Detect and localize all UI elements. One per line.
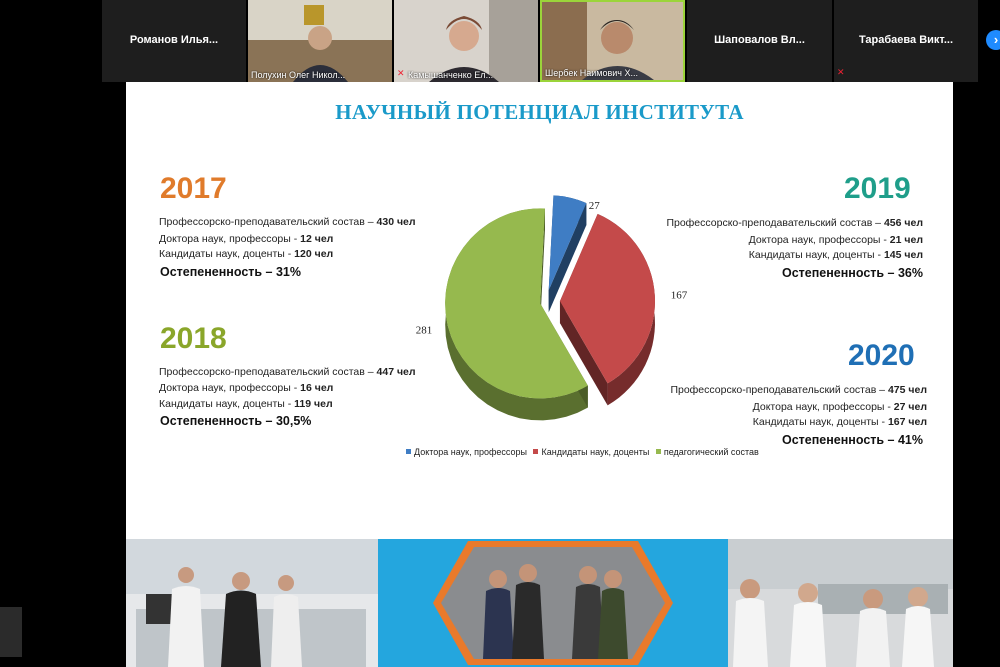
degree-2018: Остепененность – 30,5% xyxy=(160,414,312,428)
participant-video-tile[interactable] xyxy=(248,0,392,82)
participant-caption: Шербек Наимович Х... xyxy=(545,68,638,78)
legend-swatch xyxy=(656,449,661,454)
stat-staff-2019: Профессорско-преподавательский состав – 456 чел xyxy=(666,217,923,229)
pie-data-label: 167 xyxy=(670,289,688,302)
side-panel-button[interactable] xyxy=(0,607,22,657)
stat-candidates-2019: Кандидаты наук, доценты - 145 чел xyxy=(748,249,923,261)
legend-label: Кандидаты наук, доценты xyxy=(541,447,650,457)
lab-students-photo xyxy=(728,539,953,667)
chart-legend xyxy=(406,447,759,457)
participant-tile[interactable] xyxy=(687,0,832,82)
participant-tile[interactable] xyxy=(834,0,978,82)
stat-staff-2017: Профессорско-преподавательский состав – 430 чел xyxy=(159,216,416,228)
degree-2017: Остепененность – 31% xyxy=(160,265,301,279)
legend-label: Доктора наук, профессоры xyxy=(414,447,527,457)
year-2020: 2020 xyxy=(848,339,915,372)
participant-caption: Камышанченко Ел... xyxy=(408,70,494,80)
participant-name: Шаповалов Вл... xyxy=(714,34,805,46)
lab-photo xyxy=(126,539,378,667)
year-2018: 2018 xyxy=(160,322,227,355)
shared-slide xyxy=(126,82,953,667)
stat-doctors-2020: Доктора наук, профессоры - 27 чел xyxy=(752,401,927,413)
degree-2019: Остепененность – 36% xyxy=(782,266,923,280)
legend-label: педагогический состав xyxy=(663,447,759,457)
muted-mic-icon: ✕ xyxy=(397,68,405,78)
pie-chart xyxy=(396,192,696,432)
participant-name: Романов Илья... xyxy=(129,34,219,46)
stat-staff-2018: Профессорско-преподавательский состав – 447 чел xyxy=(159,366,416,378)
stat-candidates-2018: Кандидаты наук, доценты - 119 чел xyxy=(159,398,333,410)
degree-2020: Остепененность – 41% xyxy=(782,433,923,447)
participant-tile[interactable] xyxy=(102,0,246,82)
stat-doctors-2017: Доктора наук, профессоры - 12 чел xyxy=(159,233,334,245)
photo-strip xyxy=(126,539,953,667)
stat-candidates-2020: Кандидаты наук, доценты - 167 чел xyxy=(752,416,927,428)
participant-video-tile-active[interactable] xyxy=(540,0,685,82)
legend-swatch xyxy=(406,449,411,454)
pie-data-label: 27 xyxy=(588,200,600,212)
slide-title: НАУЧНЫЙ ПОТЕНЦИАЛ ИНСТИТУТА xyxy=(335,100,744,124)
next-participants-button[interactable]: › xyxy=(986,30,1000,50)
stat-doctors-2019: Доктора наук, профессоры - 21 чел xyxy=(748,234,923,246)
muted-mic-icon: ✕ xyxy=(837,67,845,77)
participant-name: Тарабаева Викт... xyxy=(858,34,954,46)
participant-video-tile[interactable] xyxy=(394,0,538,82)
exhibition-photo xyxy=(378,539,728,667)
year-2017: 2017 xyxy=(160,172,227,205)
pie-data-label: 281 xyxy=(415,324,433,337)
participants-strip xyxy=(0,0,1000,82)
stat-candidates-2017: Кандидаты наук, доценты - 120 чел xyxy=(159,248,334,260)
stat-doctors-2018: Доктора наук, профессоры - 16 чел xyxy=(159,382,334,394)
stat-staff-2020: Профессорско-преподавательский состав – 475 чел xyxy=(670,384,927,396)
legend-swatch xyxy=(533,449,538,454)
year-2019: 2019 xyxy=(844,172,911,205)
participant-caption: Полухин Олег Никол... xyxy=(251,70,346,80)
